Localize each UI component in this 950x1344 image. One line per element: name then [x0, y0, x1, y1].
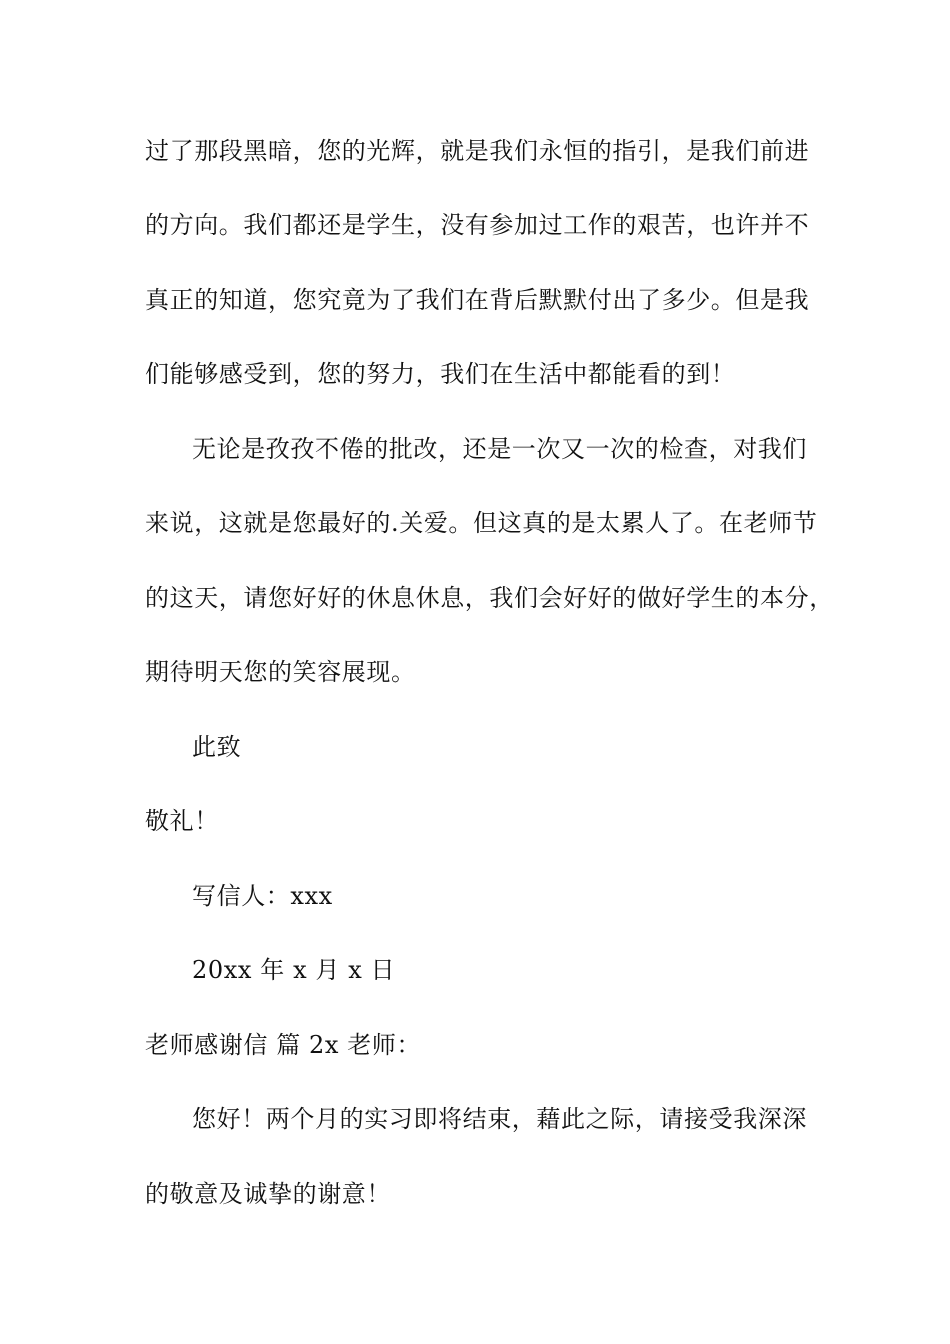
letter-date: 20xx 年 x 月 x 日	[192, 956, 396, 984]
paragraph-line: 无论是孜孜不倦的批改，还是一次又一次的检查，对我们	[192, 435, 807, 463]
paragraph-line: 来说，这就是您最好的.关爱。但这真的是太累人了。在老师节	[145, 509, 818, 537]
paragraph-line: 您好！两个月的实习即将结束，藉此之际，请接受我深深	[192, 1105, 807, 1133]
paragraph-line: 的方向。我们都还是学生，没有参加过工作的艰苦，也许并不	[145, 211, 810, 239]
paragraph-line: 过了那段黑暗，您的光辉，就是我们永恒的指引，是我们前进	[145, 137, 810, 165]
closing-salutation: 此致	[192, 733, 242, 761]
paragraph-line: 期待明天您的笑容展现。	[145, 658, 416, 686]
letter-writer: 写信人：xxx	[192, 882, 333, 910]
letter-heading: 老师感谢信 篇 2x 老师：	[145, 1031, 422, 1059]
paragraph-line: 的这天，请您好好的休息休息，我们会好好的做好学生的本分，	[145, 584, 834, 612]
paragraph-line: 的敬意及诚挚的谢意！	[145, 1180, 391, 1208]
paragraph-line: 真正的知道，您究竟为了我们在背后默默付出了多少。但是我	[145, 286, 810, 314]
closing-regards: 敬礼！	[145, 807, 219, 835]
paragraph-line: 们能够感受到，您的努力，我们在生活中都能看的到！	[145, 360, 736, 388]
